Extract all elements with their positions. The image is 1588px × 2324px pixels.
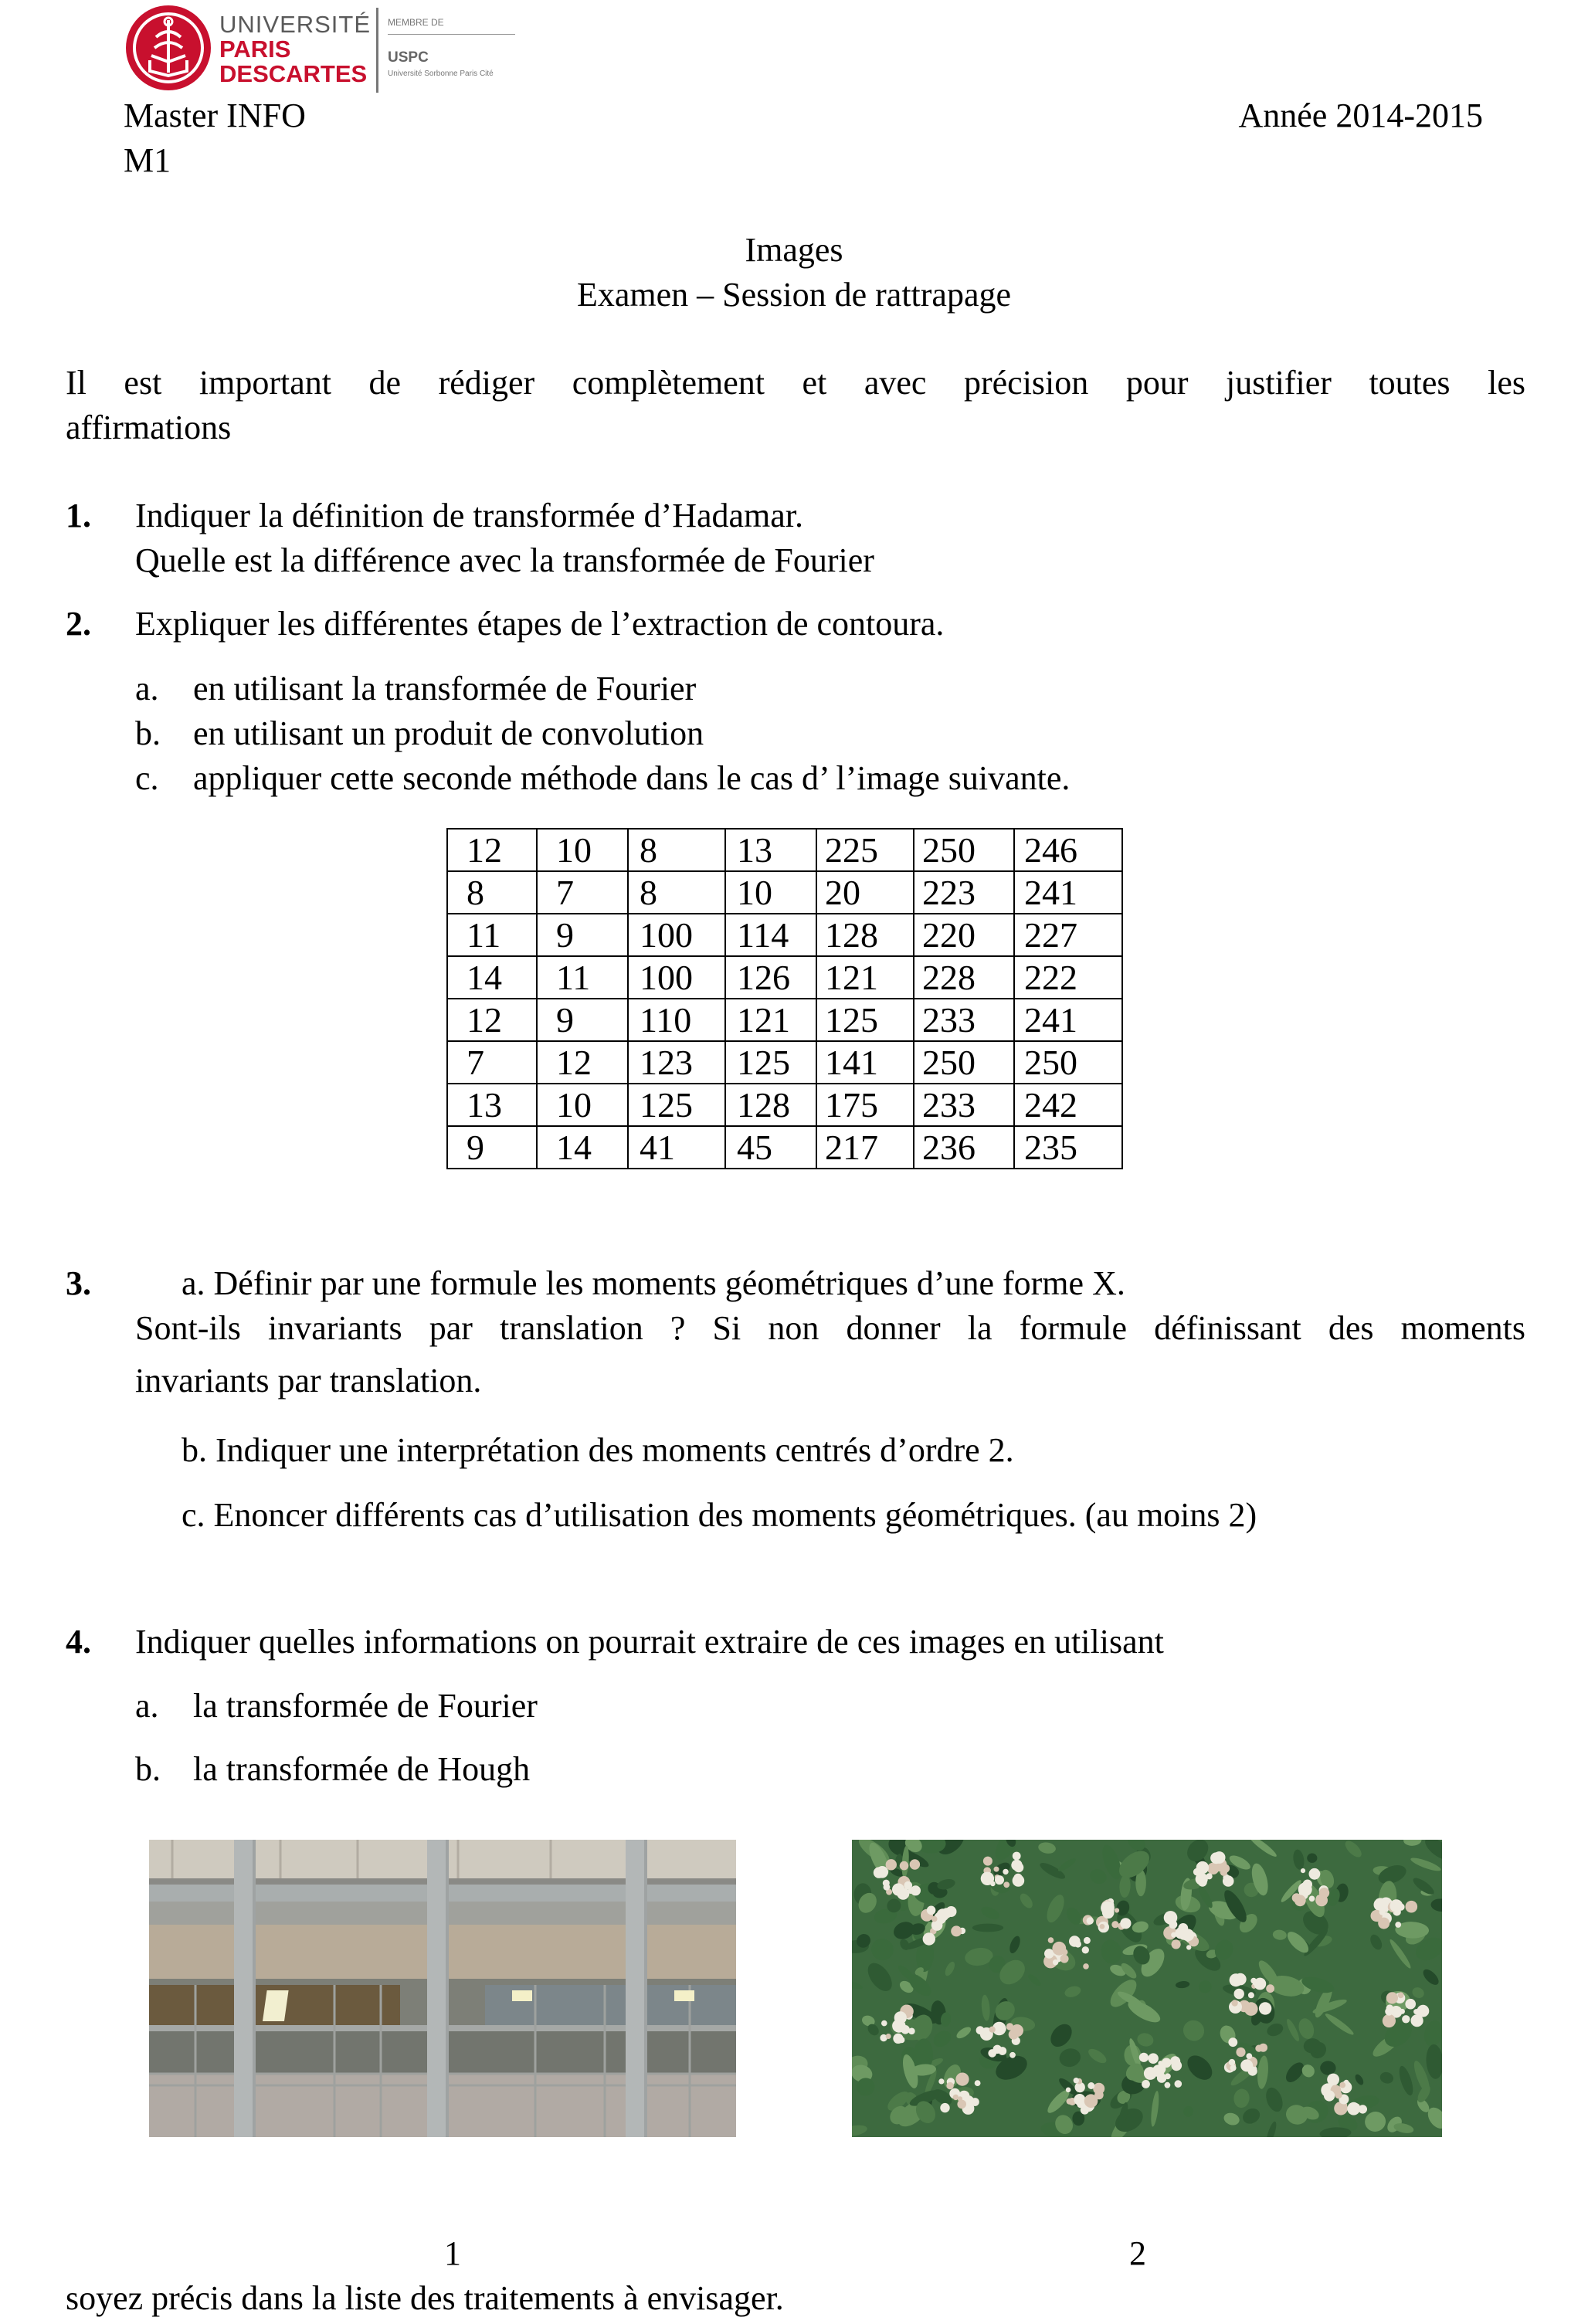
- pixel-table-cell: 45: [725, 1126, 816, 1169]
- pixel-table-cell: 13: [725, 829, 816, 871]
- program-name: Master INFO: [124, 97, 306, 134]
- figure-label-2: 2: [1129, 2234, 1146, 2272]
- pixel-table-row: [447, 999, 1122, 1041]
- pixel-table-cell: 125: [725, 1041, 816, 1084]
- pixel-table-cell: 10: [537, 1084, 628, 1126]
- question-2b-label: b.: [135, 714, 161, 752]
- exam-title: Examen – Session de rattrapage: [576, 276, 1012, 314]
- pixel-table-cell: 110: [628, 999, 725, 1041]
- question-2a-text: en utilisant la transformée de Fourier: [193, 670, 697, 707]
- logo-uspc-subtitle: Université Sorbonne Paris Cité: [388, 70, 494, 78]
- pixel-table-cell: 114: [725, 914, 816, 956]
- pixel-table-cell: 125: [816, 999, 914, 1041]
- pixel-table-cell: 128: [725, 1084, 816, 1126]
- question-3a-line-3: invariants par translation.: [135, 1362, 482, 1399]
- pixel-table-cell: 175: [816, 1084, 914, 1126]
- pixel-table-cell: 121: [725, 999, 816, 1041]
- pixel-table-cell: 14: [537, 1126, 628, 1169]
- logo-universite: UNIVERSITÉ: [219, 11, 372, 38]
- pixel-table-cell: 9: [537, 999, 628, 1041]
- question-1-line-2: Quelle est la différence avec la transformée de Fourier: [135, 541, 874, 579]
- pixel-table-cell: 236: [914, 1126, 1014, 1169]
- subject-title: Images: [745, 231, 843, 269]
- logo-member-divider: [388, 34, 515, 35]
- pixel-table-cell: 241: [1014, 999, 1122, 1041]
- question-2a-label: a.: [135, 670, 159, 707]
- pixel-table-row: [447, 1041, 1122, 1084]
- pixel-table-cell: 20: [816, 871, 914, 914]
- logo-descartes: DESCARTES: [219, 60, 368, 87]
- pixel-table-cell: 12: [447, 999, 537, 1041]
- question-2c-label: c.: [135, 759, 159, 797]
- figure-label-1: 1: [444, 2234, 461, 2272]
- logo-paris: PARIS: [219, 36, 291, 63]
- pixel-table-cell: 10: [725, 871, 816, 914]
- pixel-table-cell: 125: [628, 1084, 725, 1126]
- pixel-table-cell: 141: [816, 1041, 914, 1084]
- pixel-table-cell: 250: [914, 829, 1014, 871]
- academic-year: Année 2014-2015: [1238, 97, 1483, 134]
- question-2-text: Expliquer les différentes étapes de l’extraction de contoura.: [135, 605, 945, 643]
- university-emblem-icon: [124, 3, 213, 93]
- logo-uspc: USPC: [388, 49, 429, 66]
- question-1-number: 1.: [66, 497, 91, 534]
- pixel-table-cell: 217: [816, 1126, 914, 1169]
- pixel-table-cell: 241: [1014, 871, 1122, 914]
- question-2c-text: appliquer cette seconde méthode dans le cas d’ l’image suivante.: [193, 759, 1071, 797]
- pixel-table-cell: 100: [628, 914, 725, 956]
- pixel-table-cell: 9: [447, 1126, 537, 1169]
- pixel-table-cell: 12: [447, 829, 537, 871]
- pixel-table-cell: 13: [447, 1084, 537, 1126]
- question-2-number: 2.: [66, 605, 91, 643]
- question-4-text: Indiquer quelles informations on pourrait extraire de ces images en utilisant: [135, 1623, 1164, 1661]
- pixel-table-cell: 100: [628, 956, 725, 999]
- pixel-table-row: [447, 1084, 1122, 1126]
- pixel-table-cell: 12: [537, 1041, 628, 1084]
- question-4-number: 4.: [66, 1623, 91, 1661]
- question-2b-text: en utilisant un produit de convolution: [193, 714, 704, 752]
- pixel-table-cell: 242: [1014, 1084, 1122, 1126]
- pixel-table-cell: 250: [1014, 1041, 1122, 1084]
- pixel-table-cell: 121: [816, 956, 914, 999]
- intro-line-1: Il est important de rédiger complètement et avec précision pour justifier toutes les: [66, 364, 1525, 402]
- university-logo: [124, 3, 510, 94]
- question-3b-text: b. Indiquer une interprétation des moments centrés d’ordre 2.: [182, 1431, 1014, 1469]
- pixel-table-cell: 233: [914, 1084, 1014, 1126]
- pixel-table-cell: 8: [447, 871, 537, 914]
- pixel-table-cell: 220: [914, 914, 1014, 956]
- intro-line-2: affirmations: [66, 409, 232, 446]
- pixel-table-cell: 246: [1014, 829, 1122, 871]
- pixel-table-cell: 126: [725, 956, 816, 999]
- pixel-table-cell: 8: [628, 871, 725, 914]
- question-4b-label: b.: [135, 1750, 161, 1788]
- pixel-table-cell: 228: [914, 956, 1014, 999]
- pixel-table-cell: 128: [816, 914, 914, 956]
- logo-separator: [376, 8, 378, 93]
- pixel-table-cell: 10: [537, 829, 628, 871]
- question-3a-line-2: Sont-ils invariants par translation ? Si non donner la formule définissant des moments: [135, 1309, 1525, 1347]
- pixel-table-cell: 11: [537, 956, 628, 999]
- pixel-table-cell: 235: [1014, 1126, 1122, 1169]
- pixel-table-row: [447, 914, 1122, 956]
- pixel-table-cell: 233: [914, 999, 1014, 1041]
- pixel-value-table: [446, 828, 1123, 1169]
- pixel-table-cell: 7: [537, 871, 628, 914]
- footer-note: soyez précis dans la liste des traitements à envisager.: [66, 2279, 784, 2317]
- question-3a-line-1: a. Définir par une formule les moments géométriques d’une forme X.: [182, 1264, 1125, 1302]
- pixel-table-cell: 222: [1014, 956, 1122, 999]
- pixel-table-cell: 123: [628, 1041, 725, 1084]
- logo-member-label: MEMBRE DE: [388, 17, 444, 28]
- building-facade-photo: [149, 1840, 736, 2137]
- pixel-table-cell: 227: [1014, 914, 1122, 956]
- pixel-table-row: [447, 829, 1122, 871]
- question-4b-text: la transformée de Hough: [193, 1750, 531, 1788]
- question-3c-text: c. Enoncer différents cas d’utilisation des moments géométriques. (au moins 2): [182, 1496, 1257, 1534]
- pixel-table-row: [447, 956, 1122, 999]
- question-4a-text: la transformée de Fourier: [193, 1687, 538, 1725]
- pixel-table-row: [447, 1126, 1122, 1169]
- flowering-shrub-photo: [852, 1840, 1442, 2137]
- question-4a-label: a.: [135, 1687, 159, 1725]
- pixel-table-cell: 8: [628, 829, 725, 871]
- pixel-table-cell: 9: [537, 914, 628, 956]
- pixel-table-cell: 223: [914, 871, 1014, 914]
- question-1-line-1: Indiquer la définition de transformée d’Hadamar.: [135, 497, 804, 534]
- pixel-table-cell: 225: [816, 829, 914, 871]
- pixel-table-cell: 14: [447, 956, 537, 999]
- pixel-table-cell: 250: [914, 1041, 1014, 1084]
- pixel-table-cell: 11: [447, 914, 537, 956]
- question-3-number: 3.: [66, 1264, 91, 1302]
- pixel-table-cell: 7: [447, 1041, 537, 1084]
- pixel-table-cell: 41: [628, 1126, 725, 1169]
- pixel-table-row: [447, 871, 1122, 914]
- program-level: M1: [124, 141, 171, 179]
